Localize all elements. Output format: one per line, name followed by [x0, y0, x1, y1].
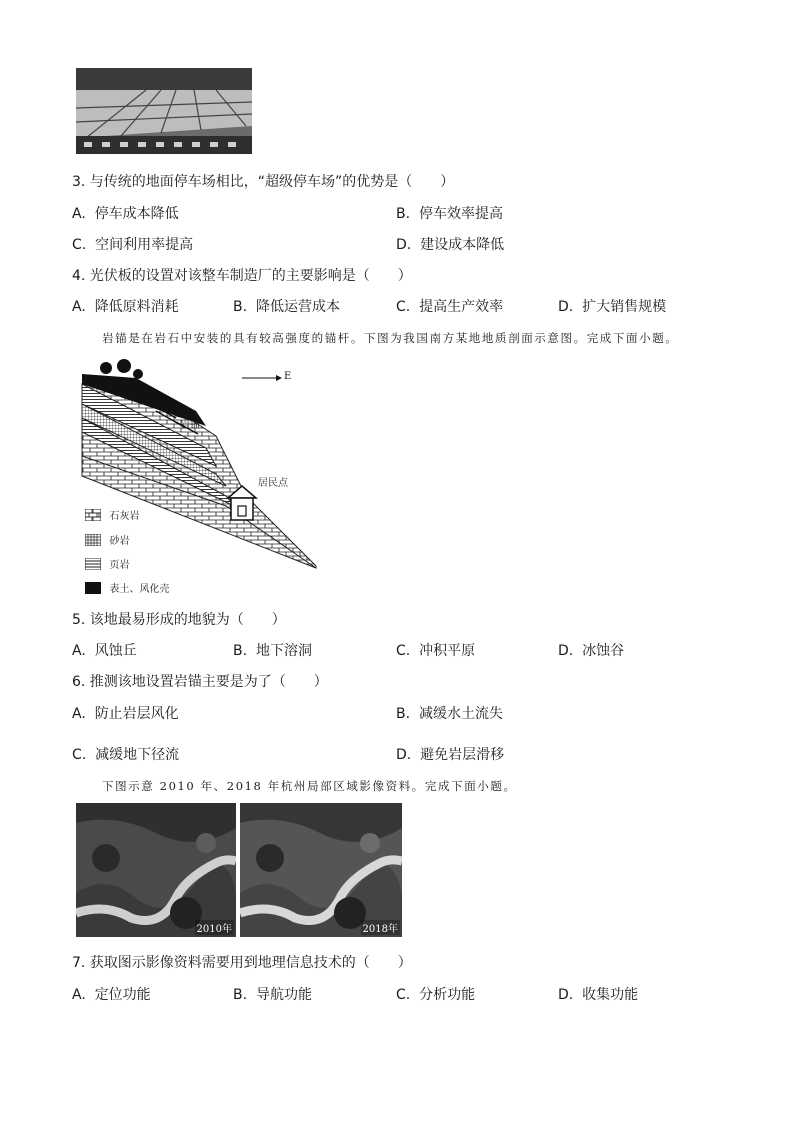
option-letter: C. [396, 643, 411, 659]
option-letter: B. [233, 987, 248, 1003]
legend-label: 页岩 [109, 560, 130, 571]
option-text: 导航功能 [255, 987, 312, 1003]
intro-geology: 岩锚是在岩石中安装的具有较高强度的锚杆。下图为我国南方某地地质剖面示意图。完成下面小题。 [102, 331, 679, 345]
option-text: 减缓地下径流 [95, 747, 180, 763]
legend-label: 石灰岩 [109, 511, 140, 522]
option-letter: D. [558, 987, 574, 1003]
option-letter: B. [396, 206, 411, 222]
option-text: 风蚀丘 [94, 643, 137, 659]
option-text: 地下溶洞 [255, 643, 312, 659]
option-text: 停车效率提高 [418, 206, 503, 222]
q6-option-a[interactable] [72, 703, 179, 723]
q4-option-d[interactable] [558, 296, 666, 316]
q7-option-b[interactable] [233, 984, 312, 1004]
option-text: 分析功能 [419, 987, 476, 1003]
option-text: 减缓水土流失 [418, 706, 503, 722]
option-letter: D. [558, 299, 574, 315]
year-label-2018: 2018年 [361, 920, 400, 935]
satellite-image-2018 [240, 803, 402, 937]
q7-option-a[interactable] [72, 984, 151, 1004]
q5-option-c[interactable] [396, 640, 475, 660]
option-text: 冲积平原 [419, 643, 476, 659]
q7-option-d[interactable] [558, 984, 638, 1004]
q4-option-b[interactable] [233, 296, 340, 316]
q4-option-c[interactable] [396, 296, 503, 316]
q5-option-a[interactable] [72, 640, 137, 660]
option-text: 冰蚀谷 [582, 643, 625, 659]
intro-hangzhou: 下图示意 2010 年、2018 年杭州局部区域影像资料。完成下面小题。 [102, 779, 517, 793]
option-text: 降低运营成本 [255, 299, 340, 315]
option-letter: C. [72, 237, 87, 253]
option-text: 收集功能 [582, 987, 639, 1003]
q3-option-b[interactable] [396, 203, 503, 223]
question-7-stem: 7. 获取图示影像资料需要用到地理信息技术的（ ） [72, 955, 412, 971]
option-letter: C. [396, 299, 411, 315]
option-text: 空间利用率提高 [95, 237, 194, 253]
legend-sandstone [85, 532, 129, 546]
option-letter: B. [396, 706, 411, 722]
option-letter: B. [233, 299, 248, 315]
option-text: 防止岩层风化 [94, 706, 179, 722]
option-letter: A. [72, 987, 86, 1003]
option-letter: A. [72, 206, 86, 222]
option-text: 避免岩层滑移 [420, 747, 505, 763]
option-letter: A. [72, 706, 86, 722]
option-text: 建设成本降低 [420, 237, 505, 253]
solar-parking-photo [76, 68, 252, 154]
q6-option-b[interactable] [396, 703, 503, 723]
q5-option-b[interactable] [233, 640, 312, 660]
option-text: 扩大销售规模 [582, 299, 667, 315]
q6-option-c[interactable] [72, 744, 179, 764]
satellite-image-2010 [76, 803, 236, 937]
option-text: 提高生产效率 [419, 299, 504, 315]
option-letter: B. [233, 643, 248, 659]
question-6-stem: 6. 推测该地设置岩锚主要是为了（ ） [72, 674, 328, 690]
q7-option-c[interactable] [396, 984, 475, 1004]
legend-topsoil [85, 580, 169, 594]
option-letter: C. [72, 747, 87, 763]
settlement-label: 居民点 [258, 478, 288, 489]
q4-option-a[interactable] [72, 296, 179, 316]
option-letter: D. [558, 643, 574, 659]
legend-limestone [85, 507, 139, 521]
question-5-stem: 5. 该地最易形成的地貌为（ ） [72, 612, 286, 628]
option-letter: A. [72, 643, 86, 659]
legend-label: 表土、风化壳 [109, 584, 170, 595]
option-text: 降低原料消耗 [94, 299, 179, 315]
q3-option-a[interactable] [72, 203, 179, 223]
compass-east-label: E [284, 371, 292, 382]
rock-anchor-label: 岩锚 [180, 420, 200, 431]
q3-option-d[interactable] [396, 234, 504, 254]
option-letter: C. [396, 987, 411, 1003]
option-text: 停车成本降低 [94, 206, 179, 222]
legend-label: 砂岩 [109, 536, 130, 547]
q3-option-c[interactable] [72, 234, 193, 254]
year-label-2010: 2010年 [195, 920, 234, 935]
legend-shale [85, 556, 129, 570]
option-text: 定位功能 [94, 987, 151, 1003]
option-letter: A. [72, 299, 86, 315]
question-4-stem: 4. 光伏板的设置对该整车制造厂的主要影响是（ ） [72, 268, 412, 284]
q5-option-d[interactable] [558, 640, 624, 660]
option-letter: D. [396, 237, 412, 253]
q6-option-d[interactable] [396, 744, 504, 764]
option-letter: D. [396, 747, 412, 763]
question-3-stem: 3. 与传统的地面停车场相比，“超级停车场”的优势是（ ） [72, 174, 455, 190]
